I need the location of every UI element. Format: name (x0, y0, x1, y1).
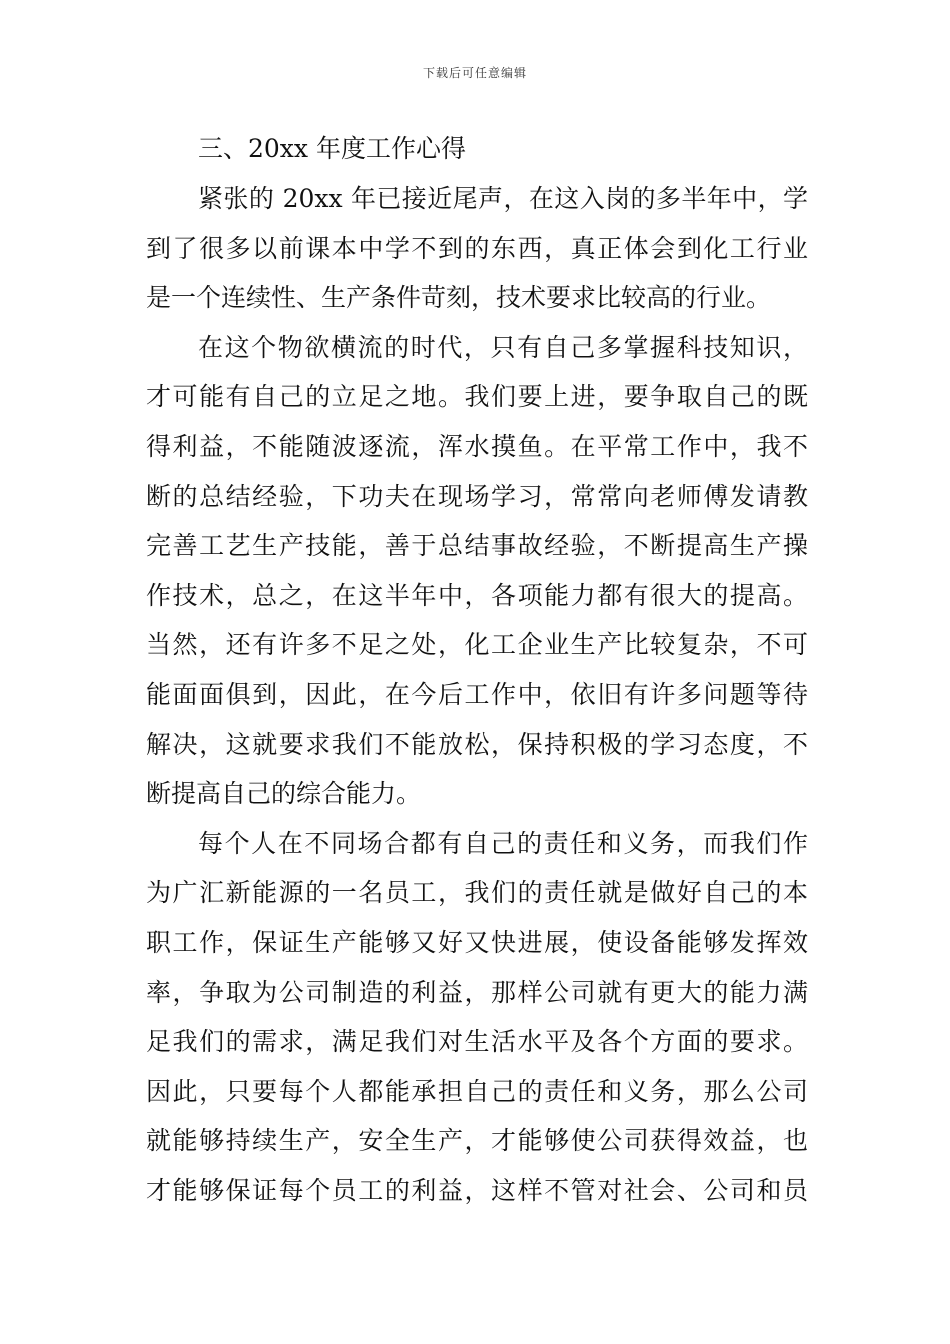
text-line: 在这个物欲横流的时代，只有自己多掌握科技知识， (198, 332, 808, 362)
paragraph-3 (146, 819, 808, 1216)
text-line: 职工作，保证生产能够又好又快进展，使设备能够发挥效 (146, 927, 808, 957)
text-line: 因此，只要每个人都能承担自己的责任和义务，那么公司 (146, 1076, 808, 1106)
header-note: 下载后可任意编辑 (422, 66, 527, 80)
text-line: 紧张的 20xx 年已接近尾声，在这入岗的多半年中，学 (198, 184, 808, 213)
text-line: 完善工艺生产技能，善于总结事故经验，不断提高生产操 (146, 531, 808, 561)
text-line: 作技术，总之，在这半年中，各项能力都有很大的提高。 (146, 580, 808, 610)
text-line: 得利益，不能随波逐流，浑水摸鱼。在平常工作中，我不 (146, 431, 808, 461)
text-line: 率，争取为公司制造的利益，那样公司就有更大的能力满 (146, 977, 808, 1007)
text-line: 解决，这就要求我们不能放松，保持积极的学习态度，不 (146, 729, 808, 759)
text-line: 能面面俱到，因此，在今后工作中，依旧有许多问题等待 (146, 679, 808, 709)
text-line: 断提高自己的综合能力。 (146, 779, 422, 809)
section-heading: 三、20xx 年度工作心得 (198, 134, 466, 163)
text-line: 才能够保证每个员工的利益，这样不管对社会、公司和员 (146, 1175, 808, 1205)
text-line: 是一个连续性、生产条件苛刻，技术要求比较高的行业。 (146, 283, 772, 313)
text-line: 断的总结经验，下功夫在现场学习，常常向老师傅发请教 (146, 481, 808, 511)
text-line: 就能够持续生产，安全生产，才能够使公司获得效益，也 (146, 1126, 808, 1156)
text-line: 当然，还有许多不足之处，化工企业生产比较复杂，不可 (146, 630, 808, 660)
text-line: 足我们的需求，满足我们对生活水平及各个方面的要求。 (146, 1027, 808, 1057)
text-line: 才可能有自己的立足之地。我们要上进，要争取自己的既 (146, 382, 808, 412)
text-line: 为广汇新能源的一名员工，我们的责任就是做好自己的本 (146, 878, 808, 908)
document-body (146, 124, 808, 1215)
paragraph-1 (146, 174, 808, 323)
text-line: 每个人在不同场合都有自己的责任和义务，而我们作 (198, 828, 808, 858)
paragraph-2 (146, 323, 808, 819)
text-line: 到了很多以前课本中学不到的东西，真正体会到化工行业 (146, 233, 808, 263)
